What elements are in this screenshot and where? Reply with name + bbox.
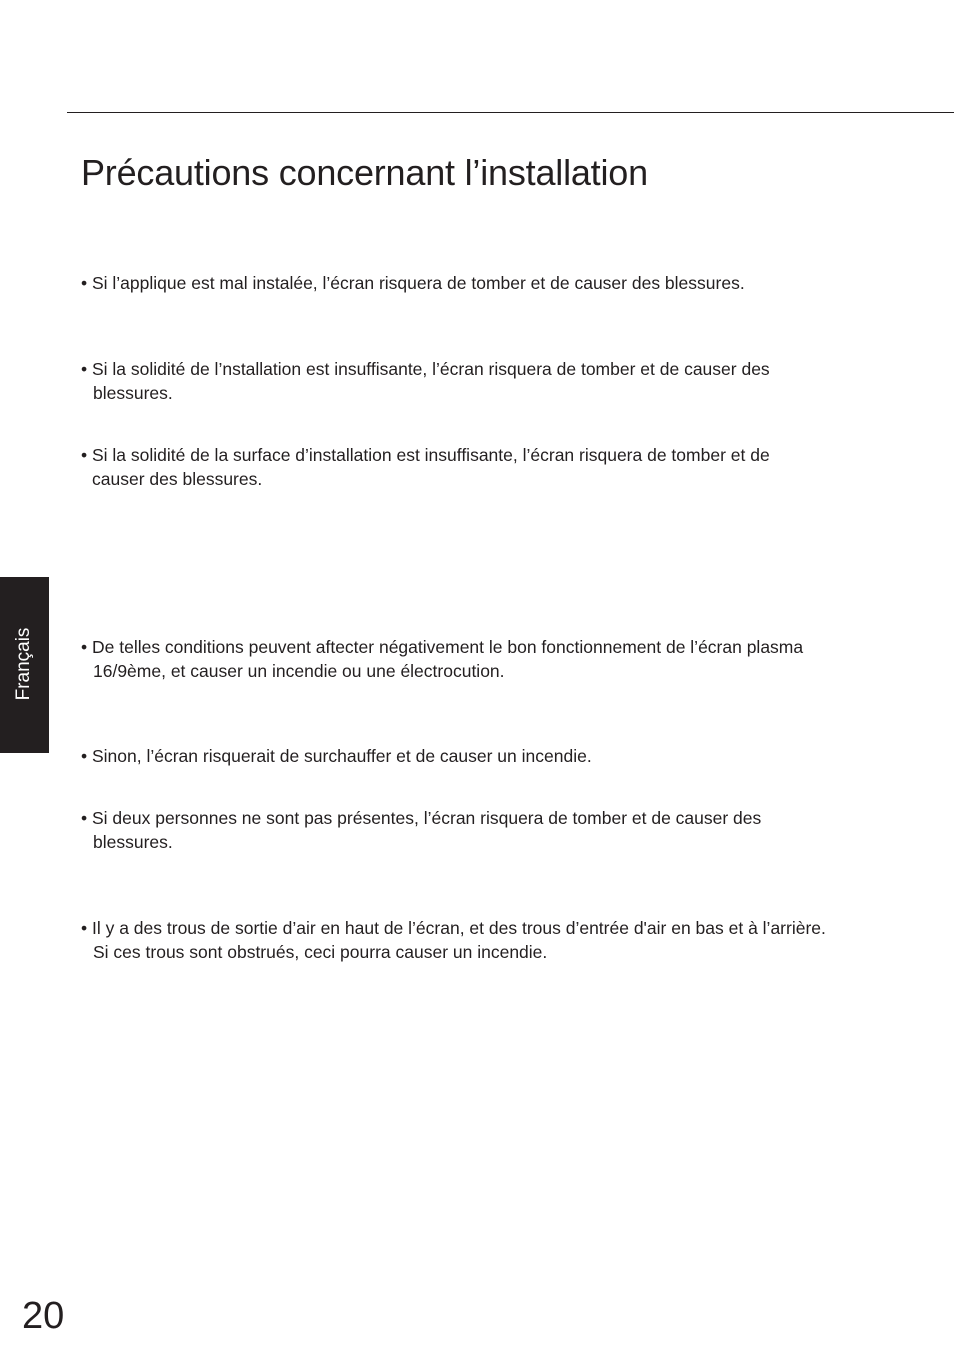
page-title: Précautions concernant l’installation	[81, 152, 648, 193]
bullet-item	[81, 744, 921, 768]
page-number: 20	[22, 1295, 65, 1337]
bullet-text: • Si l’applique est mal instalée, l’écran risquera de tomber et de causer des blessures.	[81, 273, 745, 293]
bullet-text: • Si la solidité de la surface d’installation est insuffisante, l’écran risquera de tomber et de	[81, 445, 770, 465]
bullet-text: • Si deux personnes ne sont pas présentes, l’écran risquera de tomber et de causer des	[81, 808, 762, 828]
bullet-item	[81, 635, 921, 683]
bullet-text: • De telles conditions peuvent aftecter négativement le bon fonctionnement de l’écran plasma	[81, 637, 804, 657]
bullet-text-continuation: blessures.	[93, 832, 173, 852]
bullet-text-continuation: 16/9ème, et causer un incendie ou une électrocution.	[93, 661, 505, 681]
bullet-item	[81, 443, 921, 491]
bullet-text-continuation: Si ces trous sont obstrués, ceci pourra causer un incendie.	[93, 942, 548, 962]
bullet-item	[81, 271, 921, 295]
bullet-text: • Sinon, l’écran risquerait de surchauffer et de causer un incendie.	[81, 746, 592, 766]
bullet-text-continuation: blessures.	[93, 383, 173, 403]
bullet-text: • Il y a des trous de sortie d’air en haut de l’écran, et des trous d’entrée d'air en bas et à l’arrière.	[81, 918, 826, 938]
header-rule	[67, 112, 954, 113]
bullet-item	[81, 916, 921, 964]
bullet-text-continuation: causer des blessures.	[92, 469, 263, 489]
bullet-item	[81, 357, 921, 405]
bullet-item	[81, 806, 921, 854]
language-tab-label: Français	[13, 627, 34, 701]
bullet-text: • Si la solidité de l’nstallation est insuffisante, l’écran risquera de tomber et de causer des	[81, 359, 770, 379]
